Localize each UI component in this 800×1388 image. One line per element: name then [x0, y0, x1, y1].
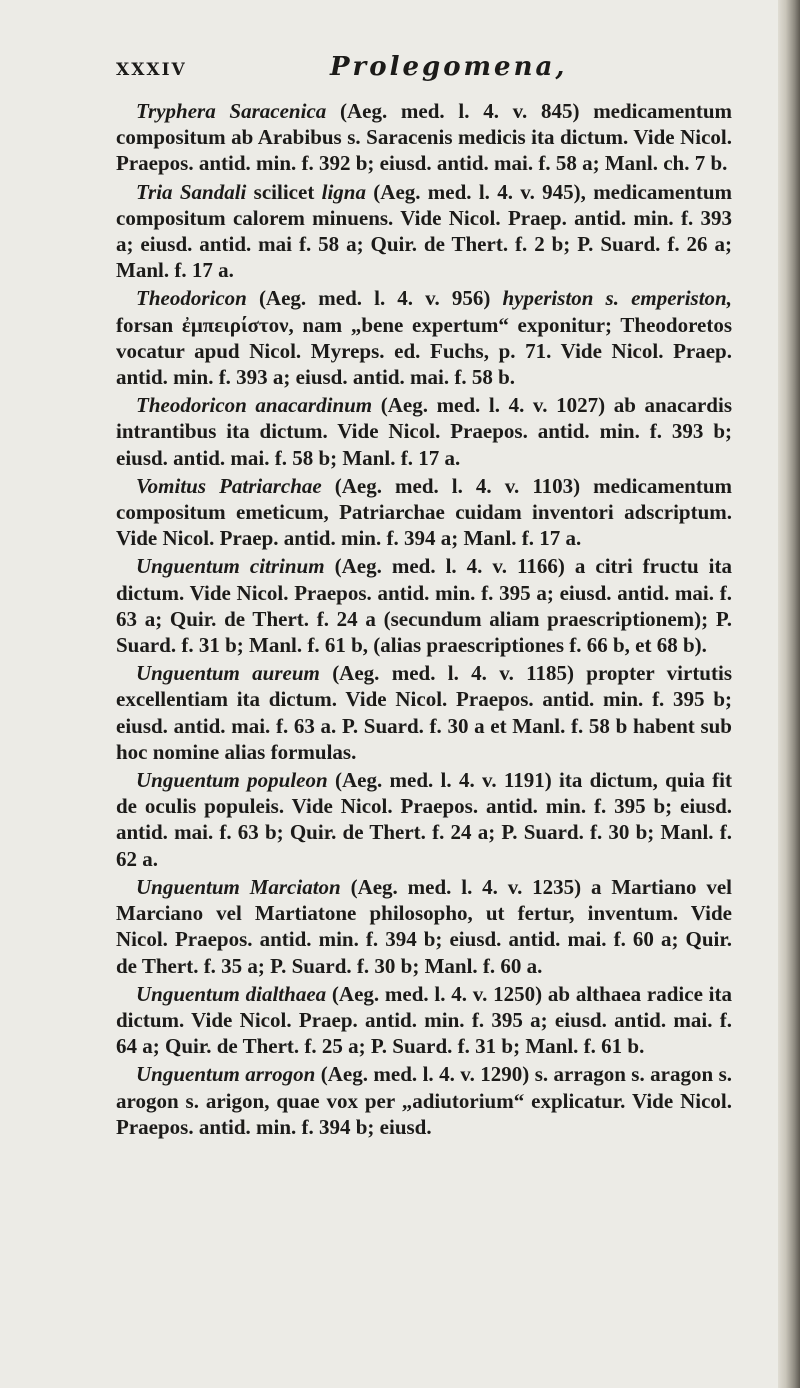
entry-italic-term: ligna — [321, 179, 366, 204]
entry-text: (Aeg. med. l. 4. v. 1290) s. arragon s. aragon s. arogon s. arigon, quae vox per „adiutorium“ explicatur. Vide Nicol. Praepos. antid. min. f. 394 b; eiusd. — [116, 1062, 732, 1139]
entry — [116, 981, 732, 1060]
entry-text: (Aeg. med. l. 4. v. 1250) ab althaea radice ita dictum. Vide Nicol. Praep. antid. min. f. 395 a; eiusd. antid. mai. f. 64 a; Quir. de Thert. f. 25 a; P. Suard. f. 31 b; Manl. f. 61 b. — [116, 981, 732, 1059]
entry-text: (Aeg. med. l. 4. v. 1235) a Martiano vel Marciano vel Martiatone philosopho, ut fertur, inventum. Vide Nicol. Praepos. antid. min. f. 394 b; eiusd. antid. mai. f. 60 a; Quir. de Thert. f. 35 a; P. Suard. f. 30 b; Manl. f. 60 a. — [116, 874, 732, 978]
entry-text: scilicet — [246, 179, 322, 204]
entry-headword: Unguentum Marciaton — [136, 874, 341, 899]
entry-headword: Unguentum citrinum — [136, 554, 325, 579]
entry-headword: Theodoricon anacardinum — [136, 393, 373, 418]
entry — [116, 553, 732, 658]
entry-headword: Tria Sandali — [136, 179, 247, 204]
entry-text: (Aeg. med. l. 4. v. 945), medicamentum compositum calorem minuens. Vide Nicol. Praep. antid. min. f. 393 a; eiusd. antid. mai f. 58 a; Quir. de Thert. f. 2 b; P. Suard. f. 26 a; Manl. f. 17 a. — [116, 179, 733, 283]
entry-headword: Unguentum arrogon — [136, 1062, 316, 1087]
entry-text: (Aeg. med. l. 4. v. 1191) ita dictum, quia fit de oculis populeis. Vide Nicol. Praepos. antid. min. f. 395 b; eiusd. antid. mai. f. 63 b; Quir. de Thert. f. 24 a; P. Suard. f. 30 b; Manl. f. 62 a. — [116, 768, 732, 871]
entry-text: (Aeg. med. l. 4. v. 1166) a citri fructu ita dictum. Vide Nicol. Praepos. antid. min. f. 395 a; eiusd. antid. mai. f. 63 a; Quir. de Thert. f. 24 a (secundum aliam praescriptionem); P. Suard. f. 31 b; Manl. f. 61 b, (alias praescriptiones f. 66 b, et 68 b). — [116, 554, 732, 658]
entry-text: (Aeg. med. l. 4. v. 845) medicamentum compositum ab Arabibus s. Saracenis medicis ita dictum. Vide Nicol. Praepos. antid. min. f. 392 b; eiusd. antid. mai. f. 58 a; Manl. ch. 7 b. — [116, 99, 732, 176]
entry-italic-term: hyperiston s. emperiston, — [502, 286, 732, 311]
page-header — [116, 52, 736, 88]
entry — [116, 179, 732, 284]
entry-text: (Aeg. med. l. 4. v. 1027) ab anacardis intrantibus ita dictum. Vide Nicol. Praepos. antid. min. f. 393 b; eiusd. antid. mai. f. 58 b; Manl. f. 17 a. — [116, 393, 732, 470]
entry — [116, 98, 732, 177]
entry-headword: Tryphera Saracenica — [136, 99, 327, 123]
running-title: Prolegomena, — [330, 52, 568, 82]
entry-text: (Aeg. med. l. 4. v. 1185) propter virtutis excellentiam ita dictum. Vide Nicol. Praepos. antid. min. f. 395 b; eiusd. antid. mai. f. 63 a. P. Suard. f. 30 a et Manl. f. 58 b habent sub hoc nomine alias formulas. — [116, 661, 732, 764]
entry-headword: Unguentum populeon — [136, 768, 328, 793]
entry-headword: Unguentum dialthaea — [136, 981, 327, 1006]
entry-headword: Vomitus Patriarchae — [136, 473, 322, 498]
entry-text: (Aeg. med. l. 4. v. 1103) medicamentum compositum emeticum, Patriarchae cuidam inventori adscriptum. Vide Nicol. Praep. antid. min. f. 394 a; Manl. f. 17 a. — [116, 473, 732, 551]
entry-text: forsan ἐμπειρίστον, nam „bene expertum“ exponitur; Theodoretos vocatur apud Nicol. Myreps. ed. Fuchs, p. 71. Vide Nicol. Praep. antid. min. f. 393 a; eiusd. antid. mai. f. 58 b. — [116, 312, 732, 390]
page-binding-shadow — [778, 0, 800, 1388]
entry — [116, 473, 732, 552]
entry — [116, 660, 732, 765]
entry — [116, 874, 732, 979]
entry — [116, 285, 732, 390]
entry-text: (Aeg. med. l. 4. v. 956) — [246, 286, 503, 311]
page-body — [116, 98, 732, 1142]
entry — [116, 1061, 732, 1140]
entry — [116, 392, 732, 471]
entry-headword: Unguentum aureum — [136, 661, 320, 686]
entry-headword: Theodoricon — [136, 286, 247, 311]
page-number: XXXIV — [116, 60, 187, 80]
entry — [116, 767, 732, 872]
